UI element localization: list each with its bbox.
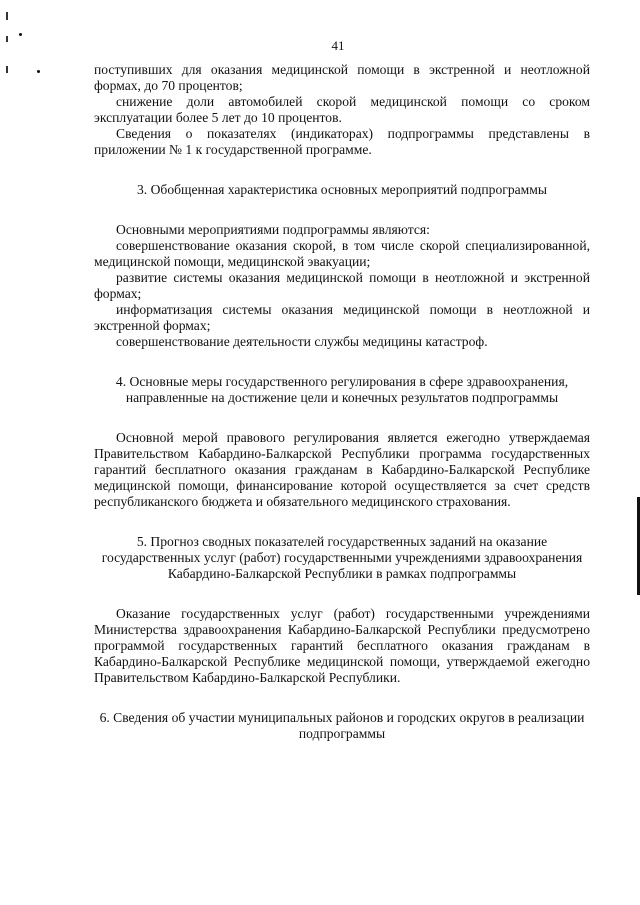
spacer — [94, 198, 590, 222]
spacer — [94, 582, 590, 606]
paragraph: Сведения о показателях (индикаторах) подпрограммы представлены в приложении № 1 к государственной программе. — [94, 126, 590, 157]
spacer — [94, 406, 590, 430]
scan-mark — [6, 36, 8, 42]
section-heading: 5. Прогноз сводных показателей государственных заданий на оказание государственных услуг (работ) государственными учреждениями здравоохранения Кабардино-Балкарской Республики в рамках подпрограммы — [101, 534, 583, 581]
paragraph: информатизация системы оказания медицинской помощи в неотложной и экстренной формах; — [94, 302, 590, 333]
paragraph: Основными мероприятиями подпрограммы являются: — [116, 222, 430, 237]
section-heading: 4. Основные меры государственного регулирования в сфере здравоохранения, направленные на достижение цели и конечных результатов подпрограммы — [115, 374, 569, 405]
spacer — [94, 350, 590, 374]
paragraph: поступивших для оказания медицинской помощи в экстренной и неотложной формах, до 70 процентов; — [94, 62, 590, 93]
paragraph: развитие системы оказания медицинской помощи в неотложной и экстренной формах; — [94, 270, 590, 301]
paragraph: Основной мерой правового регулирования является ежегодно утверждаемая Правительством Кабардино-Балкарской Республики программа государственных гарантий бесплатного оказания гражданам в Кабардино-Балкарской Республике медицинской помощи, финансирование которой осуществляется за счет средств республиканского бюджета и обязательного медицинского страхования. — [94, 430, 590, 509]
scan-mark — [6, 66, 8, 73]
scan-dot — [19, 33, 22, 36]
spacer — [94, 158, 590, 182]
spacer — [94, 510, 590, 534]
spacer — [94, 686, 590, 710]
paragraph: Оказание государственных услуг (работ) государственными учреждениями Министерства здравоохранения Кабардино-Балкарской Республики предусмотрено программой государственных гарантий бесплатного оказания гражданам в Кабардино-Балкарской Республике медицинской помощи, утверждаемой ежегодно Правительством Кабардино-Балкарской Республики. — [94, 606, 590, 685]
paragraph: совершенствование деятельности службы медицины катастроф. — [116, 334, 488, 349]
paragraph: совершенствование оказания скорой, в том числе скорой специализированной, медицинской помощи, медицинской эвакуации; — [94, 238, 590, 269]
scan-dot — [37, 70, 40, 73]
section-heading: 6. Сведения об участии муниципальных районов и городских округов в реализации подпрограммы — [99, 710, 585, 741]
section-heading: 3. Обобщенная характеристика основных мероприятий подпрограммы — [137, 182, 547, 197]
paragraph: снижение доли автомобилей скорой медицинской помощи со сроком эксплуатации более 5 лет до 10 процентов. — [94, 94, 590, 125]
scan-mark — [6, 12, 8, 20]
document-body — [94, 62, 590, 742]
page-number: 41 — [331, 38, 345, 53]
